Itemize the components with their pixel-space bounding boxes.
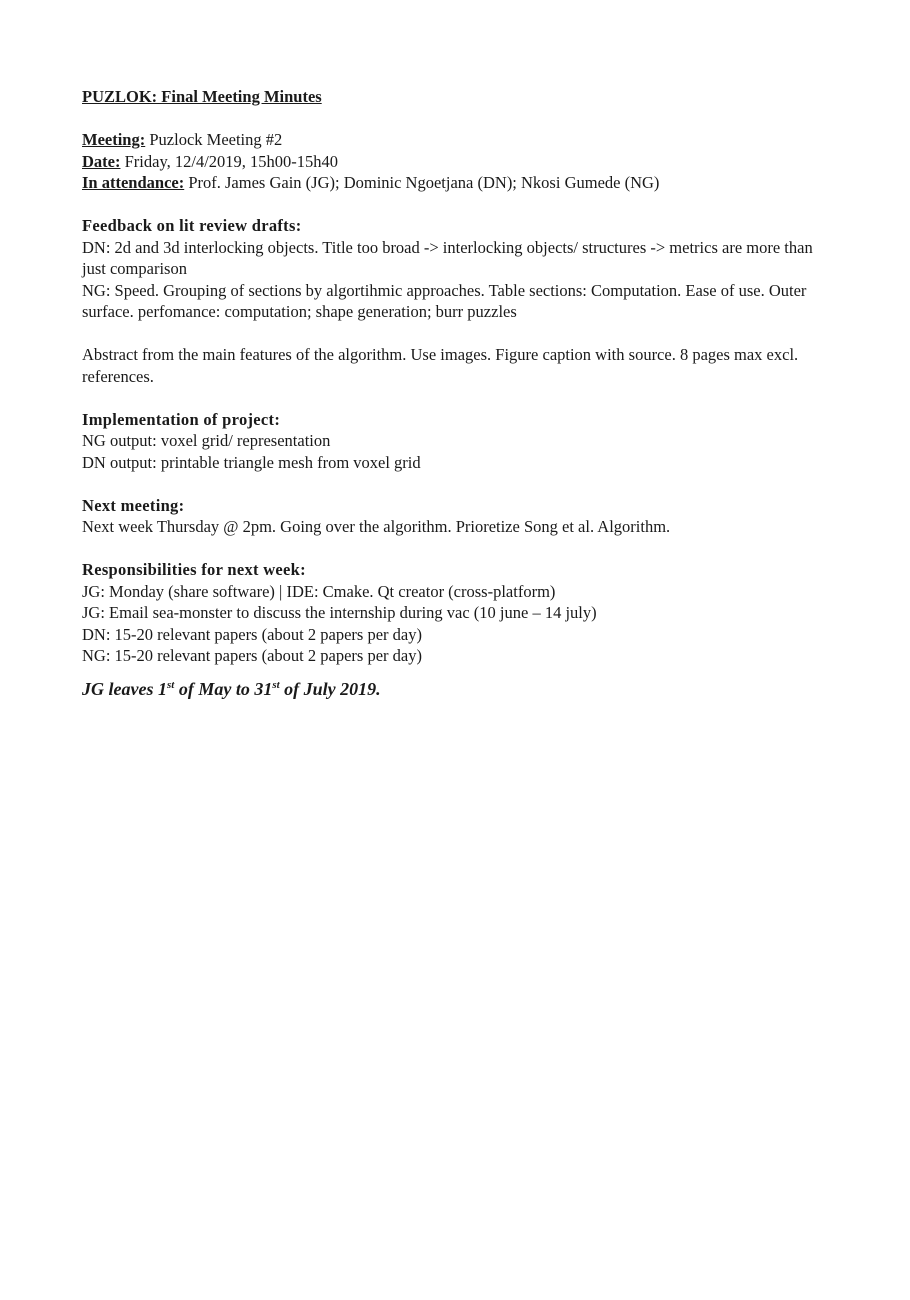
page-title: PUZLOK: Final Meeting Minutes bbox=[82, 87, 322, 106]
attendance-label: In attendance: bbox=[82, 173, 185, 192]
spacer bbox=[82, 387, 832, 409]
implementation-line-ng: NG output: voxel grid/ representation bbox=[82, 431, 331, 450]
spacer bbox=[82, 194, 832, 216]
feedback-line-dn: DN: 2d and 3d interlocking objects. Title too broad -> interlocking objects/ structures -> metrics are more than just comparison bbox=[82, 237, 813, 278]
feedback-line-ng: NG: Speed. Grouping of sections by algortihmic approaches. Table sections: Computation. Ease of use. Outer surface. perfomance: computation; shape generation; burr puzzles bbox=[82, 280, 807, 321]
meeting-label: Meeting: bbox=[82, 130, 146, 149]
implementation-line-dn: DN output: printable triangle mesh from voxel grid bbox=[82, 452, 421, 472]
responsibility-item: DN: 15-20 relevant papers (about 2 papers per day) bbox=[82, 624, 422, 644]
spacer bbox=[82, 108, 832, 130]
next-meeting-heading: Next meeting: bbox=[82, 495, 185, 515]
meeting-value: Puzlock Meeting #2 bbox=[145, 130, 283, 149]
attendance-value: Prof. James Gain (JG); Dominic Ngoetjana (DN); Nkosi Gumede (NG) bbox=[184, 173, 660, 192]
document-body bbox=[82, 86, 832, 700]
responsibility-item: JG: Monday (share software) | IDE: Cmake. Qt creator (cross-platform) bbox=[82, 581, 556, 601]
date-value: Friday, 12/4/2019, 15h00-15h40 bbox=[120, 151, 339, 171]
closing-text-3: of July 2019. bbox=[279, 678, 381, 699]
next-meeting-text: Next week Thursday @ 2pm. Going over the algorithm. Prioretize Song et al. Algorithm. bbox=[82, 517, 671, 536]
closing-text-1: JG leaves 1 bbox=[82, 678, 167, 699]
closing-note bbox=[82, 679, 832, 701]
feedback-heading: Feedback on lit review drafts: bbox=[82, 216, 302, 235]
meeting-line bbox=[82, 129, 832, 151]
spacer bbox=[82, 538, 832, 560]
closing-sup-2: st bbox=[272, 678, 280, 691]
spacer bbox=[82, 473, 832, 495]
responsibilities-heading: Responsibilities for next week: bbox=[82, 560, 306, 579]
responsibility-item: NG: 15-20 relevant papers (about 2 papers per day) bbox=[82, 646, 422, 665]
closing-sup-1: st bbox=[166, 678, 175, 691]
spacer bbox=[82, 323, 832, 345]
closing-text-2: of May to 31 bbox=[174, 678, 273, 699]
date-label: Date: bbox=[82, 151, 121, 171]
feedback-note: Abstract from the main features of the algorithm. Use images. Figure caption with source. 8 pages max excl. references. bbox=[82, 345, 799, 386]
attendance-line bbox=[82, 172, 832, 194]
date-line bbox=[82, 151, 832, 173]
responsibility-item: JG: Email sea-monster to discuss the internship during vac (10 june – 14 july) bbox=[82, 603, 597, 622]
implementation-heading: Implementation of project: bbox=[82, 409, 281, 429]
